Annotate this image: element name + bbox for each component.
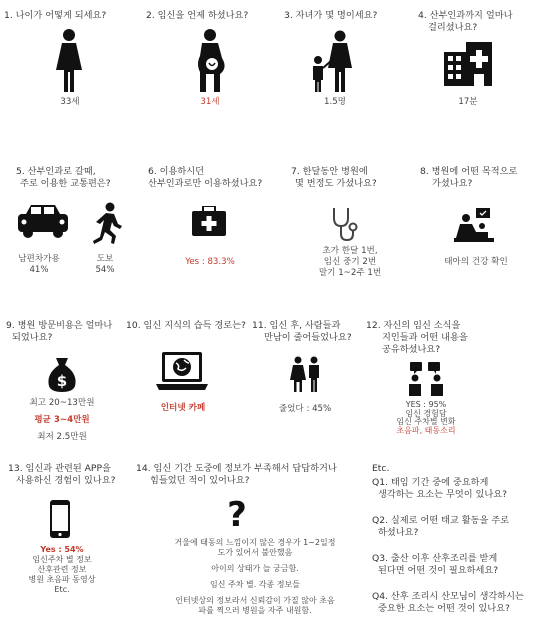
answer-1: 33세: [60, 97, 80, 107]
money-bag-icon: [46, 356, 78, 392]
answer-5-walk: [82, 254, 128, 276]
question-14-line1: 14. 임신 기간 도중에 정보가 부족해서 답답하거나: [136, 463, 337, 474]
answer-5-car-label: 남편차가용: [18, 254, 60, 264]
question-6-line2: 산부인과로만 이용하셨나요?: [148, 178, 263, 189]
etc-section: [372, 463, 530, 615]
answer-13-line4: 병원 초음파 동영상: [28, 575, 96, 584]
question-8-line1: 8. 병원에 어떤 목적으로: [420, 166, 518, 177]
question-13: [8, 463, 138, 487]
etc-q3-line1: Q3. 출산 이후 산후조리를 받게: [372, 553, 498, 564]
answer-12-line3: 임신 주차별 변화: [396, 417, 456, 426]
question-11-line2: 만남이 줄어들었나요?: [264, 332, 352, 343]
answer-13-line3: 산후관련 정보: [37, 565, 87, 574]
question-2: [146, 10, 276, 22]
question-12-line2: 지인들과 어떤 내용을: [382, 332, 468, 343]
etc-q2-line1: Q2. 실제로 어떤 태교 활동을 주로: [372, 515, 510, 526]
answer-14-line1: 거울에 태동의 느낌이지 않은 경우가 1~2일정: [174, 538, 336, 547]
etc-q2-line2: 하셨나요?: [378, 527, 419, 538]
question-4: [418, 10, 533, 34]
question-4-line1: 4. 산부인과까지 얼마나: [418, 10, 513, 21]
svg-text:?: ?: [227, 495, 247, 532]
question-12-line1: 12. 자신의 임신 소식을: [366, 320, 461, 331]
question-12: [366, 320, 533, 356]
smartphone-icon: [50, 500, 70, 538]
answer-7: [305, 246, 395, 279]
people-talking-icon: [406, 362, 446, 396]
answer-9: [22, 398, 102, 443]
mother-child-icon: [310, 30, 354, 92]
question-9: [6, 320, 136, 344]
answer-13: [22, 545, 102, 595]
answer-5-walk-label: 도보: [96, 254, 114, 264]
question-12-line3: 공유하셨나요?: [382, 344, 441, 355]
question-7-line1: 7. 한달동안 병원에: [291, 166, 368, 177]
answer-5-car-percent: 41%: [29, 265, 49, 275]
question-6-line1: 6. 이용하시던: [148, 166, 205, 177]
question-8: [420, 166, 533, 190]
answer-14-line5: 인터넷상의 정보라서 신뢰감이 가질 않아 초음: [175, 596, 335, 605]
question-14: [136, 463, 376, 487]
question-4-line2: 걸리셨나요?: [428, 22, 478, 33]
answer-7-line2: 임신 중기 2번: [323, 257, 377, 267]
answer-12: [384, 401, 468, 435]
question-10-text: 10. 임신 지식의 습득 경로는?: [126, 320, 246, 331]
answer-12-line4: 초음파, 태동소리: [396, 425, 456, 435]
svg-text:$: $: [56, 372, 68, 390]
pregnant-woman-icon: [190, 28, 230, 92]
answer-9-avg: 평균 3~4만원: [34, 415, 90, 425]
etc-q3-line2: 된다면 어떤 것이 필요하세요?: [378, 565, 499, 576]
ultrasound-exam-icon: [452, 208, 496, 244]
question-6: [148, 166, 288, 190]
answer-4: 17분: [458, 97, 478, 107]
question-7-line2: 몇 번정도 가셨나요?: [295, 178, 377, 189]
etc-q4-line1: Q4. 산후 조리시 산모님이 생각하시는: [372, 591, 524, 602]
medical-kit-icon: [192, 206, 226, 236]
question-13-line2: 사용하신 경험이 있나요?: [16, 475, 116, 486]
walking-person-icon: [92, 202, 124, 244]
answer-6: Yes : 83.3%: [185, 257, 235, 267]
laptop-globe-icon: [156, 352, 208, 392]
etc-q1-line2: 생각하는 요소는 무엇이 있나요?: [378, 489, 508, 500]
answer-14-line4: 임신 주차 별. 각종 정보들: [210, 580, 300, 589]
question-3-text: 3. 자녀가 몇 명이세요?: [284, 10, 378, 21]
answer-2: 31세: [200, 97, 220, 107]
answer-14-line3: 아이의 상태가 늘 궁금함.: [211, 564, 299, 573]
answer-12-line2: 임신 경험담: [405, 408, 447, 418]
couple-icon: [290, 356, 322, 392]
answer-9-max: 최고 20~13만원: [29, 398, 95, 408]
answer-5-car: [4, 254, 74, 276]
question-mark-icon: [226, 494, 248, 532]
hospital-icon: [444, 42, 492, 86]
question-7: [291, 166, 411, 190]
answer-3: 1.5명: [324, 97, 346, 107]
answer-5-walk-percent: 54%: [95, 265, 115, 275]
answer-7-line1: 초가 한달 1번,: [322, 246, 378, 256]
answer-9-min: 최저 2.5만원: [37, 432, 87, 442]
question-1-text: 1. 나이가 어떻게 되세요?: [4, 10, 107, 21]
answer-7-line3: 말기 1~2주 1번: [318, 268, 382, 278]
answer-10: 인터넷 카페: [160, 403, 206, 413]
stethoscope-icon: [328, 206, 358, 242]
answer-12-line1: YES : 95%: [405, 400, 447, 409]
question-13-line1: 13. 임신과 관련된 APP을: [8, 463, 111, 474]
question-5-line1: 5. 산부인과로 갈때,: [16, 166, 96, 177]
answer-13-line1: Yes : 54%: [40, 545, 84, 554]
question-11: [252, 320, 372, 344]
answer-14-line2: 도가 있어서 불안했음: [217, 548, 293, 557]
answer-14: [142, 538, 368, 616]
etc-title: Etc.: [372, 463, 390, 474]
answer-14-line6: 파를 찍으러 병원을 자주 내원함.: [198, 606, 312, 615]
question-1: [4, 10, 134, 22]
question-8-line2: 가셨나요?: [432, 178, 473, 189]
answer-13-line2: 임신주차 별 정보: [32, 555, 92, 564]
car-icon: [18, 204, 68, 238]
question-10: [126, 320, 256, 332]
question-5-line2: 주로 이용한 교통편은?: [20, 178, 111, 189]
question-9-line1: 9. 병원 방문비용은 얼마나: [6, 320, 113, 331]
answer-13-line5: Etc.: [54, 585, 70, 594]
answer-8: 태아의 건강 확인: [444, 257, 508, 267]
etc-q4-line2: 중요한 요소는 어떤 것이 있나요?: [378, 603, 510, 614]
question-3: [284, 10, 414, 22]
question-9-line2: 되었나요?: [12, 332, 53, 343]
etc-q1-line1: Q1. 태임 기간 중에 중요하게: [372, 477, 489, 488]
question-14-line2: 힘들었던 적이 있어나요?: [150, 475, 250, 486]
question-2-text: 2. 임신을 언제 하셨나요?: [146, 10, 249, 21]
woman-icon: [52, 28, 86, 92]
question-11-line1: 11. 임신 후, 사람들과: [252, 320, 341, 331]
question-5: [16, 166, 146, 190]
answer-11: 줄었다 : 45%: [278, 404, 332, 414]
